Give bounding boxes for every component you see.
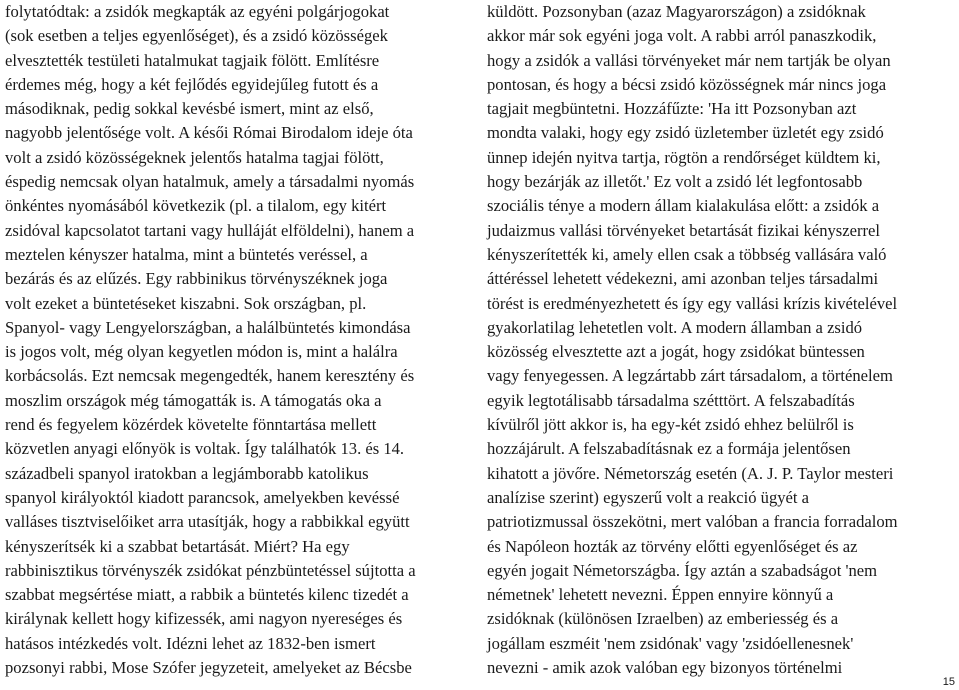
text-line: hogy a zsidók a vallási törvényeket már nem tartják be olyan: [487, 50, 891, 70]
right-column: [487, 0, 957, 680]
text-line: hogy bezárják az illetőt.' Ez volt a zsidó lét legfontosabb: [487, 172, 863, 192]
text-line: jogállam eszméit 'nem zsidónak' vagy 'zsidóellenesnek': [487, 633, 854, 653]
text-line: egyik legtotálisabb társadalma szétttört. A felszabadítás: [487, 390, 855, 410]
text-line: egyén jogait Németországba. Így aztán a szabadságot 'nem: [487, 560, 878, 580]
text-line: vagy fenyegessen. A legzártabb zárt társadalom, a történelem: [487, 366, 893, 386]
text-line: spanyol királyoktól kiadott parancsok, amelyekben kevéssé: [5, 487, 400, 507]
text-line: bezárás és az elűzés. Egy rabbinikus törvényszéknek joga: [5, 269, 388, 289]
text-line: volt a zsidó közösségeknek jelentős hatalma tagjai fölött,: [5, 147, 384, 167]
text-line: szociális ténye a modern állam kialakulása előtt: a zsidók a: [487, 196, 880, 216]
text-line: rabbinisztikus törvényszék zsidókat pénzbüntetéssel sújtotta a: [5, 560, 416, 580]
text-line: akkor már sok egyéni joga volt. A rabbi arról panaszkodik,: [487, 26, 877, 46]
text-line: és Napóleon hozták az törvény előtti egyenlőséget és az: [487, 536, 858, 556]
text-line: királynak kellett hogy kifizessék, ami nagyon nyereséges és: [5, 609, 403, 629]
text-line: mondta valaki, hogy egy zsidó üzletember üzletét egy zsidó: [487, 123, 884, 143]
text-line: analízise szerint) egyszerű volt a reakció ügyét a: [487, 487, 810, 507]
text-line: küldött. Pozsonyban (azaz Magyarországon) a zsidóknak: [487, 2, 866, 21]
text-line: hatásos intézkedés volt. Idézni lehet az 1832-ben ismert: [5, 633, 376, 653]
text-line: patriotizmussal összekötni, mert valóban a francia forradalom: [487, 512, 898, 532]
text-line: nagyobb jelentősége volt. A késői Római Birodalom ideje óta: [5, 123, 413, 143]
text-line: hozzájárult. A felszabadításnak ez a formája jelentősen: [487, 439, 851, 459]
text-line: elvesztették testületi hatalmukat tagjaik fölött. Említésre: [5, 50, 380, 70]
text-line: németnek' lehetett nevezni. Éppen ennyire könnyű a: [487, 585, 834, 605]
text-line: kihatott a jövőre. Németország esetén (A. J. P. Taylor mesteri: [487, 463, 894, 483]
text-line: valláses tisztviselőiket arra utasítják, hogy a rabbikkal együtt: [5, 512, 410, 532]
text-line: volt ezeket a büntetéseket kiszabni. Sok országban, pl.: [5, 293, 367, 313]
text-line: moszlim országok még támogatták is. A támogatás oka a: [5, 390, 382, 410]
text-line: törést is eredményezhetett és így egy vallási krízis kivételével: [487, 293, 898, 313]
text-line: meztelen kényszer hatalma, mint a büntetés veréssel, a: [5, 244, 368, 264]
text-line: folytatódtak: a zsidók megkapták az egyéni polgárjogokat: [5, 2, 390, 21]
text-line: pontosan, és hogy a bécsi zsidó közösségnek már nincs joga: [487, 74, 887, 94]
text-line: zsidóknak (különösen Izraelben) az emberiesség és a: [487, 609, 839, 629]
text-line: judaizmus vallási törvényeket betartását fizikai kényszerrel: [487, 220, 881, 240]
text-line: éspedig nemcsak olyan hatalmuk, amely a társadalmi nyomás: [5, 172, 415, 192]
text-line: rend és fegyelem közérdek követelte fönntartása mellett: [5, 415, 377, 435]
text-line: tagjait megbüntetni. Hozzáfűzte: 'Ha itt Pozsonyban azt: [487, 99, 857, 119]
text-line: kívülről jött akkor is, ha egy-két zsidó ehhez belülről is: [487, 415, 854, 435]
text-line: Spanyol- vagy Lengyelországban, a halálbüntetés kimondása: [5, 317, 411, 337]
text-line: áttéréssel lehetett védekezni, ami azonban teljes társadalmi: [487, 269, 879, 289]
text-line: kényszerítették ki, amely ellen csak a többség vallására való: [487, 244, 887, 264]
text-line: önkéntes nyomásából következik (pl. a tilalom, egy kitért: [5, 196, 387, 216]
text-line: érdemes még, hogy a két fejlődés egyidejűleg futott és a: [5, 74, 379, 94]
text-line: másodiknak, pedig sokkal kevésbé ismert, mint az első,: [5, 99, 374, 119]
text-line: (sok esetben a teljes egyenlőséget), és a zsidó közösségek: [5, 26, 388, 46]
text-line: századbeli spanyol iratokban a legjámborabb katolikus: [5, 463, 369, 483]
text-line: is jogos volt, még olyan kegyetlen módon is, mint a halálra: [5, 342, 398, 362]
text-line: zsidóval kapcsolatot tartani vagy hulláját elföldelni), hanem a: [5, 220, 415, 240]
text-line: ünnep idején nyitva tartja, rögtön a rendőrséget küldtem ki,: [487, 147, 881, 167]
text-line: nevezni - amik azok valóban egy bizonyos történelmi: [487, 658, 843, 678]
left-column: [5, 0, 475, 680]
page-number: 15: [942, 676, 955, 688]
text-line: kényszerítsék ki a szabbat betartását. Miért? Ha egy: [5, 536, 350, 556]
text-line: korbácsolás. Ezt nemcsak megengedték, hanem keresztény és: [5, 366, 415, 386]
text-line: gyakorlatilag lehetetlen volt. A modern államban a zsidó: [487, 317, 863, 337]
text-line: szabbat megsértése miatt, a rabbik a büntetés kilenc tizedét a: [5, 585, 409, 605]
text-line: közvetlen anyagi előnyök is voltak. Így találhatók 13. és 14.: [5, 439, 405, 459]
text-line: pozsonyi rabbi, Mose Szófer jegyzeteit, amelyeket az Bécsbe: [5, 658, 412, 678]
text-line: közösség elvesztette azt a jogát, hogy zsidókat büntessen: [487, 342, 865, 362]
